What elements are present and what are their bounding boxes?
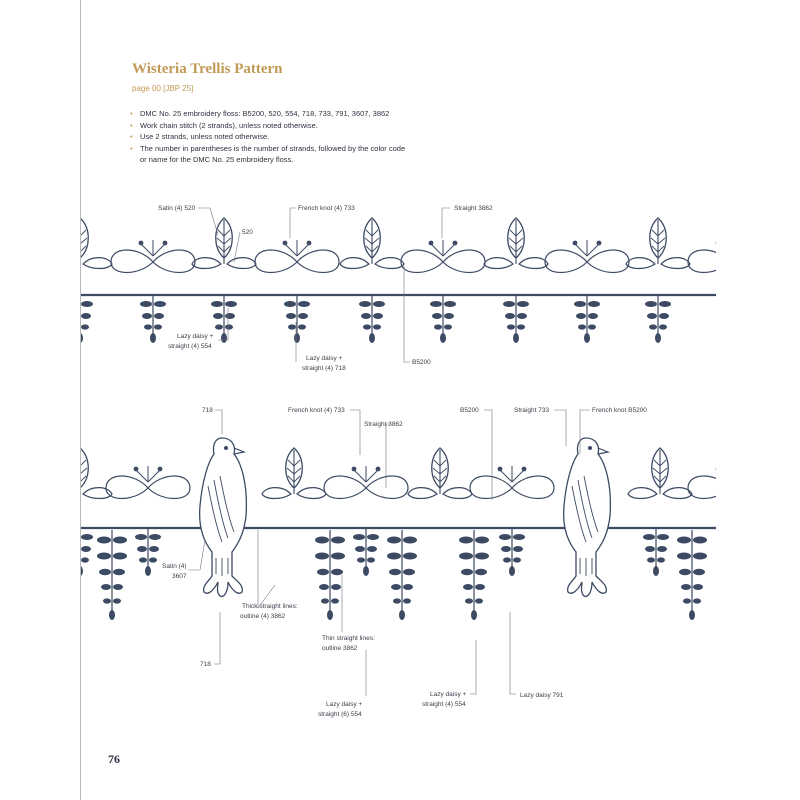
label-lazy-daisy-554-4-line2: straight (4) 554 (422, 701, 466, 708)
leader-lines (188, 208, 590, 696)
instruction-item: • The number in parentheses is the number of strands, followed by the color code or name for the DMC No. 25 embroidery floss. (140, 143, 410, 166)
label-718-bottom: 718 (200, 661, 211, 668)
label-lazy-daisy-554-line2: straight (4) 554 (168, 343, 212, 350)
label-french-knot-733-b: French knot (4) 733 (288, 407, 345, 414)
label-lazy-daisy-554-line1: Lazy daisy + (177, 333, 214, 340)
page-title: Wisteria Trellis Pattern (132, 61, 283, 77)
label-thin-lines-line1: Thin straight lines: (322, 635, 375, 642)
label-b5200: B5200 (412, 359, 431, 366)
instruction-item: • Use 2 strands, unless noted otherwise. (140, 131, 410, 143)
label-lazy-daisy-718-line1: Lazy daisy + (306, 355, 343, 362)
label-b5200-b: B5200 (460, 407, 479, 414)
label-straight-3862: Straight 3862 (454, 205, 493, 212)
instruction-item: • Work chain stitch (2 strands), unless noted otherwise. (140, 120, 410, 132)
label-french-knot-b5200: French knot B5200 (592, 407, 647, 414)
label-718-top: 718 (202, 407, 213, 414)
label-satin-3607-line2: 3607 (172, 573, 187, 580)
label-thin-lines-line2: outline 3862 (322, 645, 358, 652)
label-satin-3607-line1: Satin (4) (162, 563, 187, 570)
label-520: 520 (242, 229, 253, 236)
label-lazy-daisy-554-6-line1: Lazy daisy + (326, 701, 363, 708)
label-lazy-daisy-554-6-line2: straight (6) 554 (318, 711, 362, 718)
label-thick-lines-line2: outline (4) 3862 (240, 613, 286, 620)
label-thick-lines-line1: Thick straight lines: (242, 603, 298, 610)
page-subtitle: page 00 [JBP 25] (132, 84, 194, 93)
label-lazy-daisy-718-line2: straight (4) 718 (302, 365, 346, 372)
label-straight-3862-b: Straight 3862 (364, 421, 403, 428)
page-number: 76 (108, 752, 120, 766)
label-straight-733: Straight 733 (514, 407, 550, 414)
label-french-knot-733: French knot (4) 733 (298, 205, 355, 212)
label-lazy-daisy-791: Lazy daisy 791 (520, 692, 564, 699)
label-lazy-daisy-554-4-line1: Lazy daisy + (430, 691, 467, 698)
instruction-item: • DMC No. 25 embroidery floss: B5200, 520, 554, 718, 733, 791, 3607, 3862 (140, 108, 410, 120)
label-satin-520: Satin (4) 520 (158, 205, 196, 212)
